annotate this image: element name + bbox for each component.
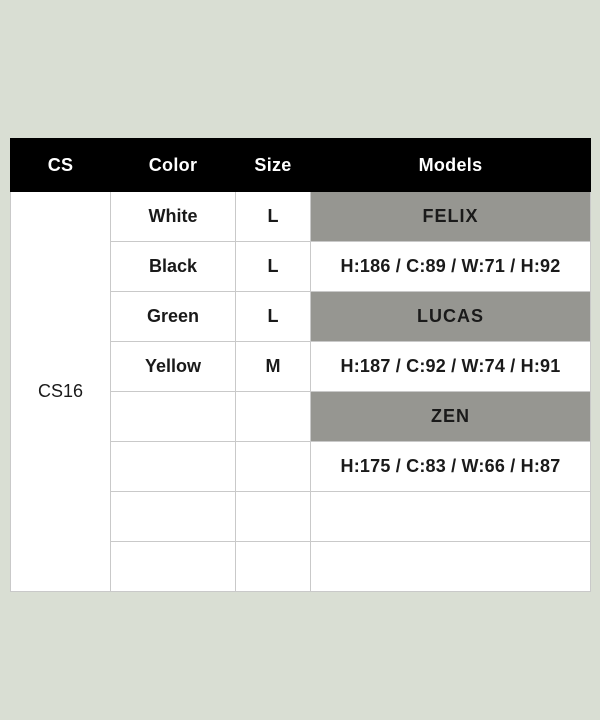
color-cell: White [111, 192, 236, 242]
model-empty-cell [311, 492, 591, 542]
header-row [11, 139, 591, 192]
model-measurements-cell: H:175 / C:83 / W:66 / H:87 [311, 442, 591, 492]
model-name-cell: FELIX [311, 192, 591, 242]
cs-code-cell: CS16 [11, 192, 111, 592]
header-cell-cs: CS [11, 139, 111, 192]
model-name-cell: LUCAS [311, 292, 591, 342]
model-name-cell: ZEN [311, 392, 591, 442]
size-cell [236, 542, 311, 592]
color-cell [111, 492, 236, 542]
color-cell: Black [111, 242, 236, 292]
color-cell [111, 442, 236, 492]
size-cell: L [236, 242, 311, 292]
model-measurements-cell: H:186 / C:89 / W:71 / H:92 [311, 242, 591, 292]
header-cell-models: Models [311, 139, 591, 192]
model-measurements-cell: H:187 / C:92 / W:74 / H:91 [311, 342, 591, 392]
size-cell [236, 492, 311, 542]
color-cell [111, 392, 236, 442]
size-cell: M [236, 342, 311, 392]
table-header [11, 139, 591, 192]
size-cell [236, 442, 311, 492]
header-cell-color: Color [111, 139, 236, 192]
color-cell: Yellow [111, 342, 236, 392]
table-row [11, 192, 591, 242]
size-spec-table [10, 138, 591, 592]
header-cell-size: Size [236, 139, 311, 192]
model-empty-cell [311, 542, 591, 592]
size-cell: L [236, 192, 311, 242]
color-cell [111, 542, 236, 592]
color-cell: Green [111, 292, 236, 342]
table-body [11, 192, 591, 592]
size-cell [236, 392, 311, 442]
size-cell: L [236, 292, 311, 342]
